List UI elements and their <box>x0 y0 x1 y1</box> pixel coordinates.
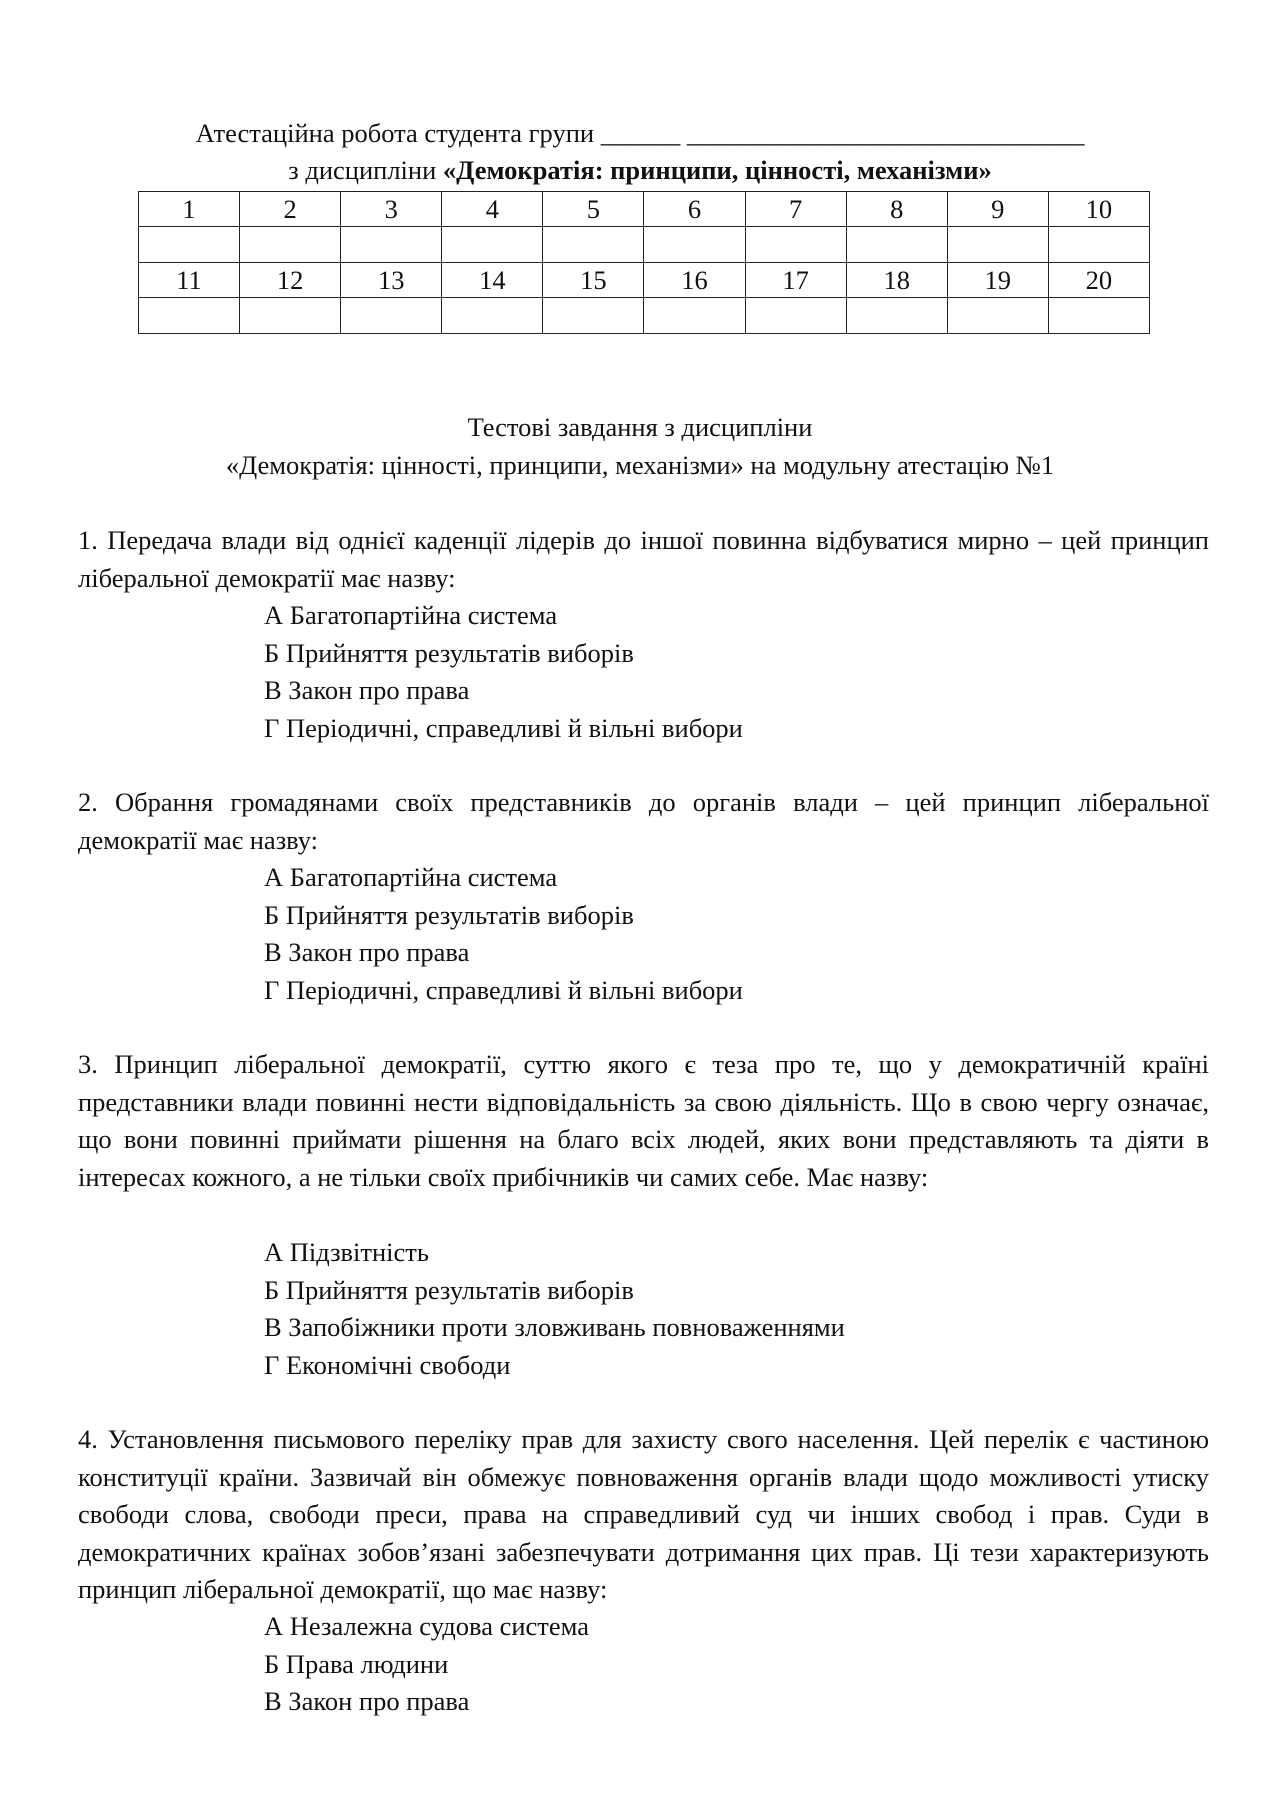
answer-number-8: 8 <box>846 192 947 227</box>
answer-cell-15[interactable] <box>543 298 644 334</box>
answer-cell-11[interactable] <box>139 298 240 334</box>
answer-number-7: 7 <box>745 192 846 227</box>
answer-number-13: 13 <box>341 263 442 298</box>
answer-cell-10[interactable] <box>1048 227 1149 263</box>
header-discipline-line <box>0 152 1280 190</box>
question-1-option-c: В Закон про права <box>264 675 470 705</box>
answer-number-1: 1 <box>139 192 240 227</box>
answer-number-3: 3 <box>341 192 442 227</box>
answer-number-9: 9 <box>947 192 1048 227</box>
answer-number-19: 19 <box>947 263 1048 298</box>
test-subtitle: «Демократія: цінності, принципи, механізми» на модульну атестацію №1 <box>225 450 1055 480</box>
answer-cell-16[interactable] <box>644 298 745 334</box>
question-1-text: 1. Передача влади від однієї каденції лідерів до іншої повинна відбуватися мирно – цей принцип ліберальної демократії має назву: <box>78 525 1209 593</box>
answer-number-10: 10 <box>1048 192 1149 227</box>
question-1-option-b: Б Прийняття результатів виборів <box>264 637 634 668</box>
answer-cell-1[interactable] <box>139 227 240 263</box>
question-3-text: 3. Принцип ліберальної демократії, суттю якого є теза про те, що у демократичній країні представники влади повинні нести відповідальність за свою діяльність. Що в свою чергу означає, що вони повинні приймати рішення на благо всіх людей, яких вони представляють та діяти в інтересах кожного, а не тільки своїх прибічників чи самих себе. Має назву: <box>78 1049 1209 1192</box>
question-2-option-d: Г Періодичні, справедливі й вільні вибори <box>264 974 743 1005</box>
answer-cell-5[interactable] <box>543 227 644 263</box>
question-3-option-d: Г Економічні свободи <box>264 1349 511 1380</box>
answer-table-numbers-row-2 <box>139 263 1150 298</box>
question-3-option-a: А Підзвітність <box>264 1237 429 1267</box>
answer-table-blank-row-2 <box>139 298 1150 334</box>
answer-cell-14[interactable] <box>442 298 543 334</box>
question-3-option-b: Б Прийняття результатів виборів <box>264 1274 634 1305</box>
question-4-text: 4. Установлення письмового переліку прав для захисту свого населення. Цей перелік є частиною конституції країни. Зазвичай він обмежує повноваження органів влади щодо можливості утиску свободи слова, свободи преси, права на справедливий суд чи інших свобод і прав. Суди в демократичних країнах зобов’язані забезпечувати дотримання цих прав. Ці тези характеризують принцип ліберальної демократії, що має назву: <box>78 1424 1209 1604</box>
answer-cell-3[interactable] <box>341 227 442 263</box>
answer-table <box>138 191 1150 334</box>
answer-cell-8[interactable] <box>846 227 947 263</box>
question-1-option-d: Г Періодичні, справедливі й вільні вибори <box>264 712 743 743</box>
answer-cell-4[interactable] <box>442 227 543 263</box>
question-3-options <box>264 1234 845 1384</box>
answer-cell-19[interactable] <box>947 298 1048 334</box>
answer-number-18: 18 <box>846 263 947 298</box>
answer-number-4: 4 <box>442 192 543 227</box>
answer-number-16: 16 <box>644 263 745 298</box>
question-4-option-b: Б Права людини <box>264 1648 449 1679</box>
question-2-options <box>264 859 743 1009</box>
question-1-options <box>264 597 743 747</box>
answer-cell-9[interactable] <box>947 227 1048 263</box>
answer-cell-20[interactable] <box>1048 298 1149 334</box>
answer-cell-18[interactable] <box>846 298 947 334</box>
header-discipline-name: «Демократія: принципи, цінності, механізми» <box>442 155 992 185</box>
answer-table-numbers-row-1 <box>139 192 1150 227</box>
answer-number-20: 20 <box>1048 263 1149 298</box>
answer-number-17: 17 <box>745 263 846 298</box>
answer-number-12: 12 <box>240 263 341 298</box>
answer-number-15: 15 <box>543 263 644 298</box>
question-4-option-c: В Закон про права <box>264 1686 470 1716</box>
answer-number-14: 14 <box>442 263 543 298</box>
answer-table-blank-row-1 <box>139 227 1150 263</box>
question-1-option-a: А Багатопартійна система <box>264 600 558 630</box>
answer-cell-2[interactable] <box>240 227 341 263</box>
answer-number-5: 5 <box>543 192 644 227</box>
question-2-option-c: В Закон про права <box>264 937 470 967</box>
answer-cell-6[interactable] <box>644 227 745 263</box>
answer-cell-12[interactable] <box>240 298 341 334</box>
answer-number-11: 11 <box>139 263 240 298</box>
question-4-option-a: А Незалежна судова система <box>264 1611 589 1641</box>
question-2-option-b: Б Прийняття результатів виборів <box>264 899 634 930</box>
question-2-text: 2. Обрання громадянами своїх представників до органів влади – цей принцип ліберальної демократії має назву: <box>78 787 1209 855</box>
header-student-line: Атестаційна робота студента групи ______ ______________________________ <box>195 118 1085 148</box>
answer-cell-13[interactable] <box>341 298 442 334</box>
answer-cell-7[interactable] <box>745 227 846 263</box>
question-3-option-c: В Запобіжники проти зловживань повноваженнями <box>264 1312 845 1342</box>
header-discipline-prefix: з дисципліни <box>288 155 443 185</box>
test-title: Тестові завдання з дисципліни <box>467 412 813 442</box>
answer-number-6: 6 <box>644 192 745 227</box>
answer-cell-17[interactable] <box>745 298 846 334</box>
question-2-option-a: А Багатопартійна система <box>264 862 558 892</box>
answer-number-2: 2 <box>240 192 341 227</box>
question-4-options <box>264 1608 589 1721</box>
